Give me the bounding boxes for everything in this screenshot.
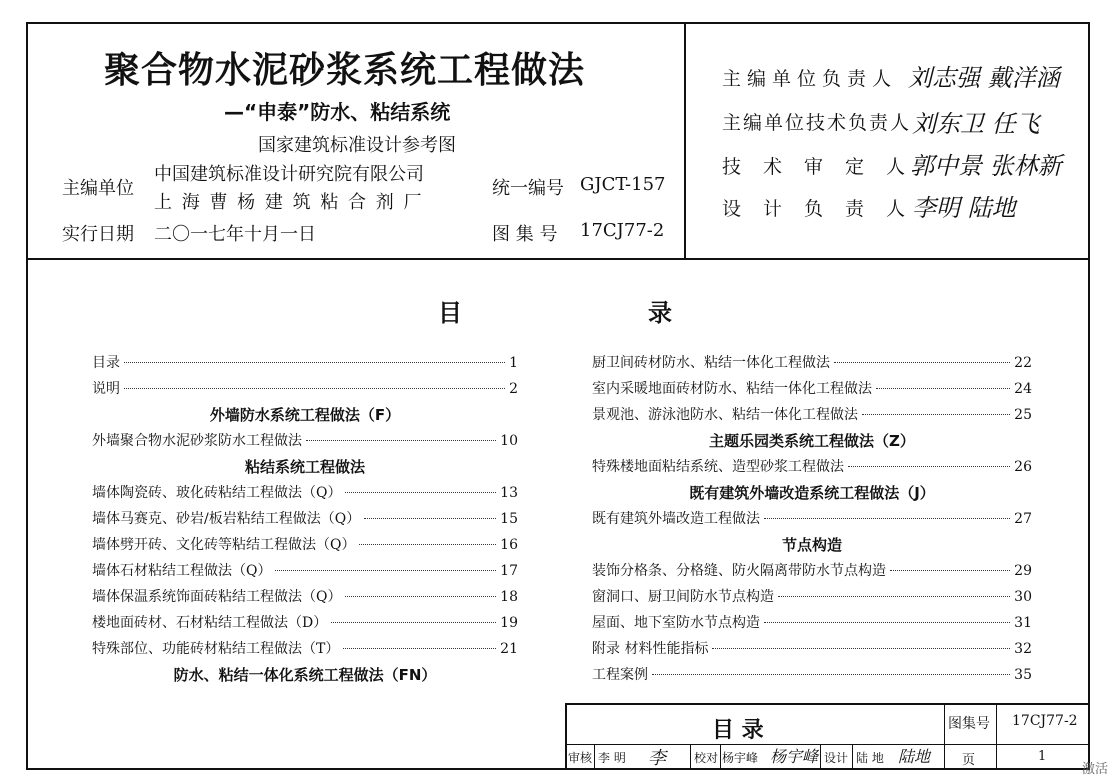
toc-leader-dots: [712, 648, 1010, 649]
design-label: 设计: [824, 751, 849, 765]
toc-entry-page: 22: [1014, 355, 1032, 371]
toc-entry[interactable]: [92, 586, 518, 606]
review-label: 审核: [568, 751, 593, 765]
effective-date: 二〇一七年十月一日: [154, 224, 316, 245]
toc-entry[interactable]: [92, 430, 518, 450]
toc-entry-title: 墙体保温系统饰面砖粘结工程做法（Q）: [92, 589, 342, 605]
toc-entry[interactable]: [92, 612, 518, 632]
toc-leader-dots: [343, 648, 496, 649]
page-number: 1: [1038, 749, 1047, 764]
toc-entry-page: 29: [1014, 563, 1032, 579]
toc-entry[interactable]: [592, 586, 1032, 606]
atlas-label: 图 集 号: [492, 224, 558, 245]
toc-entry-page: 21: [500, 641, 518, 657]
title-block-vline: [996, 703, 997, 770]
toc-entry-page: 18: [500, 589, 518, 605]
chief-unit-1: 中国建筑标准设计研究院有限公司: [154, 164, 424, 185]
toc-entry[interactable]: [592, 638, 1032, 658]
toc-entry-title: 厨卫间砖材防水、粘结一体化工程做法: [592, 355, 830, 371]
toc-entry-page: 27: [1014, 511, 1032, 527]
toc-leader-dots: [764, 622, 1010, 623]
signature-role-4: 设计负责人: [722, 198, 928, 220]
toc-entry[interactable]: [92, 560, 518, 580]
designer-signature: 陆地: [898, 747, 931, 766]
toc-entry[interactable]: [592, 404, 1032, 424]
toc-entry-page: 15: [500, 511, 518, 527]
toc-entry-page: 26: [1014, 459, 1032, 475]
toc-entry[interactable]: [592, 612, 1032, 632]
toc-entry[interactable]: [592, 378, 1032, 398]
toc-entry-title: 特殊部位、功能砖材粘结工程做法（T）: [92, 641, 340, 657]
toc-leader-dots: [331, 622, 496, 623]
document-title: 聚合物水泥砂浆系统工程做法: [104, 50, 586, 91]
toc-entry-title: 既有建筑外墙改造工程做法: [592, 511, 760, 527]
toc-entry[interactable]: [92, 482, 518, 502]
signature-1: 刘志强 戴洋涵: [908, 64, 1060, 92]
toc-leader-dots: [359, 544, 496, 545]
toc-entry-page: 10: [500, 433, 518, 449]
toc-entry-page: 31: [1014, 615, 1032, 631]
header-vertical-divider: [684, 22, 686, 258]
toc-leader-dots: [345, 492, 496, 493]
atlas-number: 17CJ77-2: [580, 220, 665, 241]
toc-leader-dots: [345, 596, 496, 597]
toc-entry[interactable]: [92, 352, 518, 372]
reviewer-name: 李 明: [598, 751, 626, 765]
title-block-vline: [720, 744, 721, 770]
toc-entry-page: 1: [509, 355, 518, 371]
toc-leader-dots: [652, 674, 1010, 675]
title-block-vline: [690, 744, 691, 770]
toc-entry-page: 13: [500, 485, 518, 501]
drawing-title: 目 录: [712, 718, 764, 743]
toc-entry-title: 景观池、游泳池防水、粘结一体化工程做法: [592, 407, 858, 423]
toc-entry-title: 窗洞口、厨卫间防水节点构造: [592, 589, 774, 605]
signature-role-1: 主编单位负责人: [722, 68, 898, 90]
header-divider: [26, 258, 1090, 260]
document-subtitle: —“申泰”防水、粘结系统: [224, 100, 451, 124]
toc-entry[interactable]: [92, 534, 518, 554]
signature-role-2: 主编单位技术负责人: [722, 112, 912, 134]
toc-entry-page: 17: [500, 563, 518, 579]
tb-atlas-label: 图集号: [948, 716, 990, 732]
toc-entry[interactable]: [592, 664, 1032, 684]
designer-name: 陆 地: [856, 751, 884, 765]
toc-entry-title: 墙体陶瓷砖、玻化砖粘结工程做法（Q）: [92, 485, 342, 501]
toc-section-heading: 既有建筑外墙改造系统工程做法（J）: [689, 484, 935, 502]
toc-section-heading: 粘结系统工程做法: [244, 458, 365, 476]
title-block-vline: [820, 744, 821, 770]
toc-entry-title: 屋面、地下室防水节点构造: [592, 615, 760, 631]
toc-entry[interactable]: [592, 560, 1032, 580]
toc-entry[interactable]: [592, 352, 1032, 372]
signature-4: 李明 陆地: [912, 194, 1016, 222]
toc-leader-dots: [275, 570, 496, 571]
toc-entry-page: 16: [500, 537, 518, 553]
date-label: 实行日期: [62, 224, 134, 245]
toc-entry-page: 19: [500, 615, 518, 631]
chief-unit-label: 主编单位: [62, 178, 134, 199]
toc-entry[interactable]: [92, 378, 518, 398]
unified-code-label: 统一编号: [492, 178, 564, 199]
toc-entry-title: 墙体石材粘结工程做法（Q）: [92, 563, 272, 579]
toc-entry-title: 墙体马赛克、砂岩/板岩粘结工程做法（Q）: [92, 511, 361, 527]
reviewer-signature: 李: [648, 748, 666, 769]
check-label: 校对: [694, 751, 719, 765]
toc-entry-page: 24: [1014, 381, 1032, 397]
checker-name: 杨宇峰: [722, 751, 759, 765]
toc-entry[interactable]: [592, 456, 1032, 476]
signature-2: 刘东卫 任飞: [912, 110, 1040, 138]
title-block-vline: [852, 744, 853, 770]
unified-code: GJCT-157: [580, 174, 666, 195]
toc-entry-page: 35: [1014, 667, 1032, 683]
toc-entry[interactable]: [92, 508, 518, 528]
toc-leader-dots: [124, 388, 505, 389]
toc-left-column: [92, 352, 518, 692]
toc-leader-dots: [764, 518, 1010, 519]
chief-unit-2: 上 海 曹 杨 建 筑 粘 合 剂 厂: [154, 192, 424, 213]
toc-section-heading: 防水、粘结一体化系统工程做法（FN）: [173, 666, 437, 684]
page-label: 页: [962, 753, 976, 768]
signature-role-3: 技术审定人: [722, 156, 928, 178]
toc-entry-title: 附录 材料性能指标: [592, 641, 709, 657]
toc-leader-dots: [306, 440, 496, 441]
toc-entry-title: 装饰分格条、分格缝、防火隔离带防水节点构造: [592, 563, 886, 579]
toc-entry-title: 外墙聚合物水泥砂浆防水工程做法: [92, 433, 302, 449]
toc-leader-dots: [834, 362, 1010, 363]
signature-3: 郭中景 张林新: [910, 152, 1062, 180]
toc-title-right: 录: [648, 298, 672, 327]
reference-type: 国家建筑标准设计参考图: [258, 135, 456, 156]
toc-entry-page: 25: [1014, 407, 1032, 423]
toc-leader-dots: [876, 388, 1010, 389]
checker-signature: 杨宇峰: [770, 747, 819, 766]
tb-atlas-number: 17CJ77-2: [1012, 713, 1078, 729]
toc-entry-title: 说明: [92, 381, 120, 397]
toc-entry-title: 特殊楼地面粘结系统、造型砂浆工程做法: [592, 459, 844, 475]
toc-entry[interactable]: [92, 638, 518, 658]
toc-entry-title: 目录: [92, 355, 120, 371]
toc-leader-dots: [848, 466, 1010, 467]
toc-leader-dots: [124, 362, 505, 363]
toc-entry-page: 30: [1014, 589, 1032, 605]
title-block-vline: [944, 703, 945, 770]
toc-leader-dots: [890, 570, 1010, 571]
toc-entry-title: 室内采暖地面砖材防水、粘结一体化工程做法: [592, 381, 872, 397]
toc-section-heading: 主题乐园类系统工程做法（Z）: [709, 432, 915, 450]
watermark-text: 激活: [1082, 762, 1109, 777]
toc-entry-page: 32: [1014, 641, 1032, 657]
toc-section-heading: 外墙防水系统工程做法（F）: [209, 406, 401, 424]
toc-leader-dots: [862, 414, 1010, 415]
title-block-hline: [565, 744, 1090, 745]
toc-entry-title: 楼地面砖材、石材粘结工程做法（D）: [92, 615, 328, 631]
toc-entry-title: 工程案例: [592, 667, 648, 683]
toc-section-heading: 节点构造: [781, 536, 842, 554]
toc-right-column: [592, 352, 1032, 692]
toc-entry-page: 2: [509, 381, 518, 397]
toc-leader-dots: [364, 518, 496, 519]
toc-title-left: 目: [438, 298, 462, 327]
toc-entry[interactable]: [592, 508, 1032, 528]
title-block-vline: [594, 744, 595, 770]
toc-leader-dots: [778, 596, 1010, 597]
toc-entry-title: 墙体劈开砖、文化砖等粘结工程做法（Q）: [92, 537, 356, 553]
